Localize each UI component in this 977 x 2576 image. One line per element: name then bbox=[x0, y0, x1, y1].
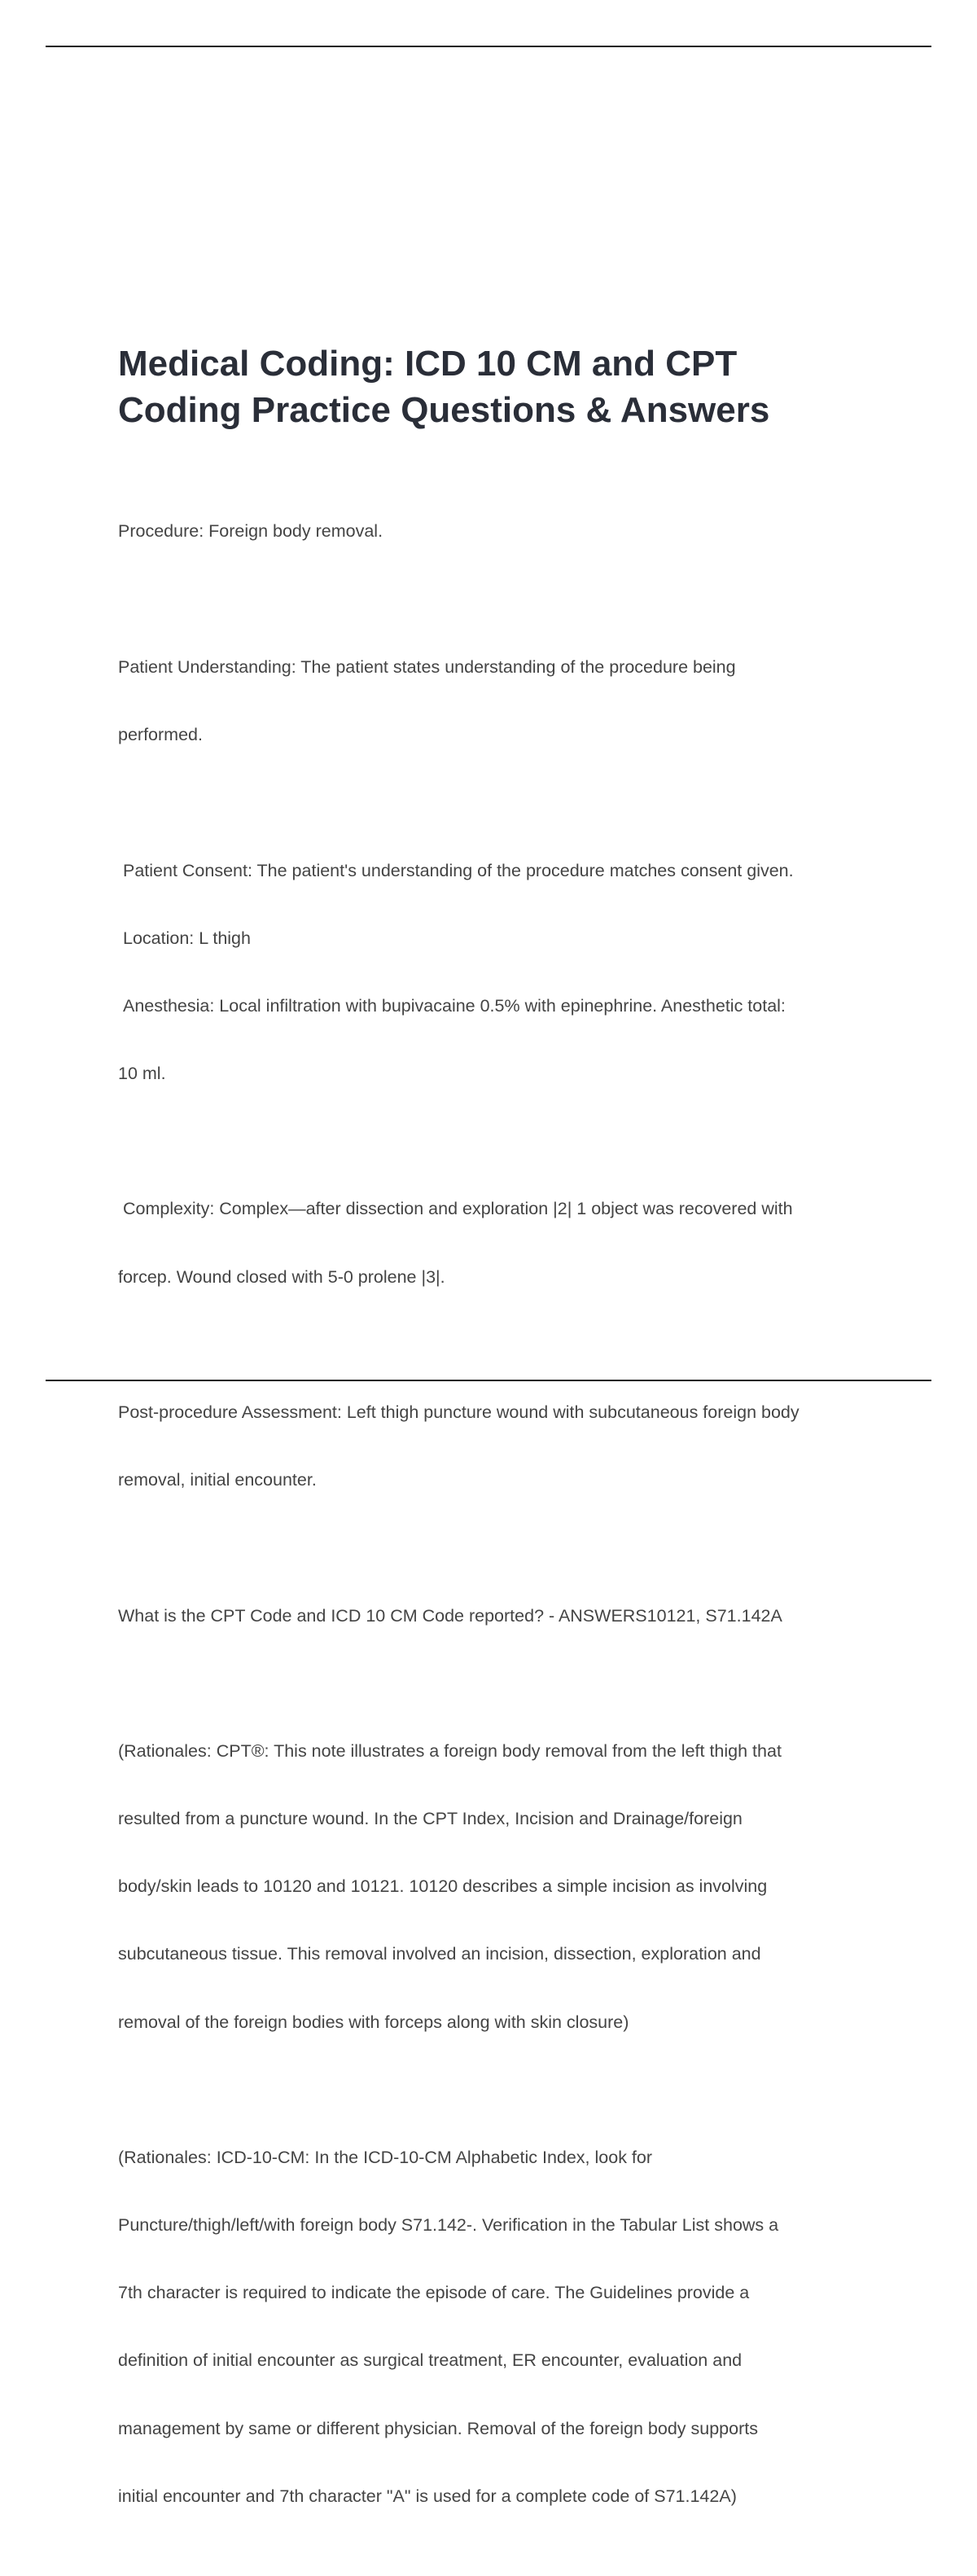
text-line: subcutaneous tissue. This removal involved an incision, dissection, exploration and bbox=[118, 1944, 761, 1964]
top-rule bbox=[46, 46, 931, 47]
text-line: (Rationales: CPT®: This note illustrates a foreign body removal from the left thigh that bbox=[118, 1741, 782, 1762]
text-line: management by same or different physician. Removal of the foreign body supports bbox=[118, 2418, 758, 2438]
title-line: Coding Practice Questions & Answers bbox=[118, 390, 770, 430]
paragraph-rationale-cpt bbox=[118, 1696, 892, 2079]
text-line: removal of the foreign bodies with forceps along with skin closure) bbox=[118, 2012, 629, 2032]
text-line: removal, initial encounter. bbox=[118, 1470, 317, 1490]
bottom-rule bbox=[46, 1380, 931, 1381]
text-line: Patient Consent: The patient's understanding of the procedure matches consent given. bbox=[118, 860, 794, 880]
text-line: definition of initial encounter as surgical treatment, ER encounter, evaluation and bbox=[118, 2350, 743, 2371]
text-line: Anesthesia: Local infiltration with bupivacaine 0.5% with epinephrine. Anesthetic total: bbox=[118, 995, 786, 1016]
text-line: Post-procedure Assessment: Left thigh puncture wound with subcutaneous foreign body bbox=[118, 1402, 800, 1423]
document-title bbox=[118, 340, 900, 433]
paragraph-patient-understanding bbox=[118, 612, 892, 792]
text-line: Patient Understanding: The patient states understanding of the procedure being bbox=[118, 656, 736, 677]
text-line: (Rationales: ICD-10-CM: In the ICD-10-CM Alphabetic Index, look for bbox=[118, 2148, 653, 2168]
text-line: performed. bbox=[118, 725, 203, 745]
text-line: 7th character is required to indicate the episode of care. The Guidelines provide a bbox=[118, 2283, 750, 2303]
text-line: forcep. Wound closed with 5-0 prolene |3|. bbox=[118, 1266, 445, 1287]
text-line: body/skin leads to 10120 and 10121. 10120 describes a simple incision as involving bbox=[118, 1876, 768, 1897]
text-line: initial encounter and 7th character "A" is used for a complete code of S71.142A) bbox=[118, 2486, 737, 2506]
document-body bbox=[118, 476, 892, 2576]
text-line: Location: L thigh bbox=[118, 928, 251, 948]
title-line: Medical Coding: ICD 10 CM and CPT bbox=[118, 344, 738, 384]
text-line: 10 ml. bbox=[118, 1063, 166, 1083]
text-line: Puncture/thigh/left/with foreign body S71.142-. Verification in the Tabular List shows a bbox=[118, 2215, 779, 2236]
text-line: What is the CPT Code and ICD 10 CM Code reported? - ANSWERS10121, S71.142A bbox=[118, 1605, 782, 1626]
text-line: resulted from a puncture wound. In the CPT Index, Incision and Drainage/foreign bbox=[118, 1809, 743, 1829]
paragraph-procedure bbox=[118, 476, 892, 589]
paragraph-consent-location-anesthesia bbox=[118, 814, 892, 1130]
paragraph-rationale-icd bbox=[118, 2102, 892, 2553]
text-line: Complexity: Complex—after dissection and exploration |2| 1 object was recovered with bbox=[118, 1199, 793, 1219]
paragraph-complexity bbox=[118, 1153, 892, 1334]
paragraph-assessment bbox=[118, 1357, 892, 1538]
paragraph-question-answer bbox=[118, 1560, 892, 1673]
text-line: Procedure: Foreign body removal. bbox=[118, 521, 383, 542]
